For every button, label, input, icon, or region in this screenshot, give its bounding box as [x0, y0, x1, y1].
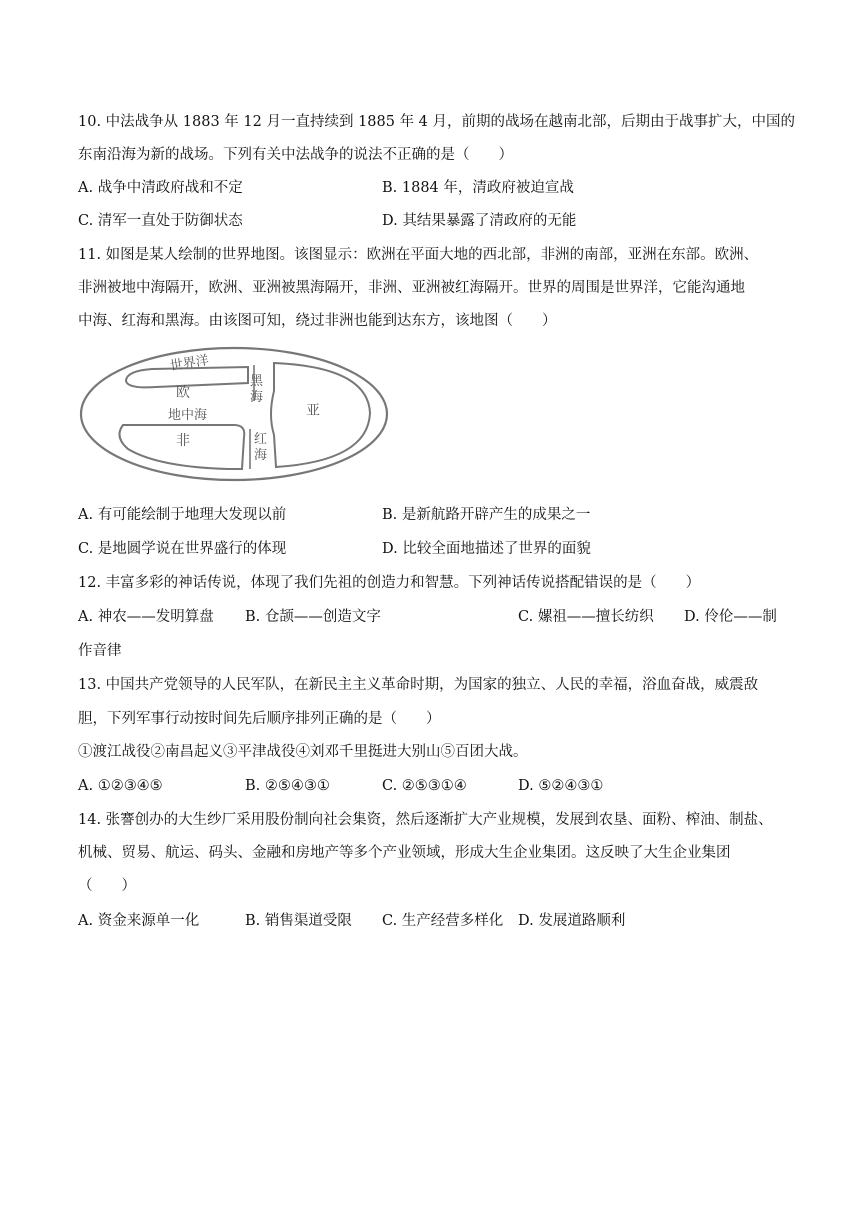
q11-stem-line2: 非洲被地中海隔开，欧洲、亚洲被黑海隔开，非洲、亚洲被红海隔开。世界的周围是世界洋，它能沟通地: [78, 280, 745, 296]
q13-option-d: D. ⑤②④③①: [518, 778, 604, 794]
q12-option-d: D. 伶伦——制: [684, 609, 777, 625]
q11-option-a: A. 有可能绘制于地理大发现以前: [78, 507, 287, 523]
q13-option-a: A. ①②③④⑤: [78, 778, 163, 794]
label-africa: 非: [176, 433, 190, 449]
q13-option-c: C. ②⑤③①④: [382, 778, 467, 794]
q11-option-d: D. 比较全面地描述了世界的面貌: [382, 541, 591, 557]
q11-option-b: B. 是新航路开辟产生的成果之一: [382, 507, 591, 523]
asia-outline: [271, 363, 370, 467]
q12-option-c: C. 嫘祖——擅长纺织: [518, 609, 654, 625]
q13-items: ①渡江战役②南昌起义③平津战役④刘邓千里挺进大别山⑤百团大战。: [78, 744, 528, 760]
q14-stem-line1: 14. 张謇创办的大生纱厂采用股份制向社会集资，然后逐渐扩大产业规模，发展到农垦、面粉、榨油、制盐、: [78, 812, 773, 828]
label-black-sea-1: 黑: [250, 374, 264, 389]
label-asia: 亚: [306, 403, 320, 419]
label-europe: 欧: [176, 385, 190, 401]
label-world-ocean: 世界洋: [169, 353, 210, 375]
label-black-sea-2: 海: [250, 390, 264, 405]
q14-option-d: D. 发展道路顺利: [518, 913, 626, 929]
world-map-figure: [78, 345, 390, 483]
q14-option-a: A. 资金来源单一化: [78, 913, 200, 929]
q14-option-b: B. 销售渠道受限: [245, 913, 352, 929]
q14-option-c: C. 生产经营多样化: [382, 913, 504, 929]
label-mediterranean: 地中海: [168, 408, 208, 423]
q14-stem-line3: （ ）: [78, 878, 136, 894]
q10-option-d: D. 其结果暴露了清政府的无能: [382, 213, 577, 229]
q10-option-b: B. 1884 年，清政府被迫宣战: [382, 180, 574, 196]
q13-stem-line2: 胆，下列军事行动按时间先后顺序排列正确的是（ ）: [78, 711, 441, 727]
q12-stem-line1: 12. 丰富多彩的神话传说，体现了我们先祖的创造力和智慧。下列神话传说搭配错误的是（ ）: [78, 575, 701, 591]
q12-option-d-continued: 作音律: [78, 643, 122, 659]
q10-stem-line1: 10. 中法战争从 1883 年 12 月一直持续到 1885 年 4 月，前期的战场在越南北部，后期由于战事扩大，中国的: [78, 114, 796, 130]
q10-stem-line2: 东南沿海为新的战场。下列有关中法战争的说法不正确的是（ ）: [78, 147, 513, 163]
label-red-sea-1: 红: [254, 432, 268, 447]
q13-option-b: B. ②⑤④③①: [245, 778, 330, 794]
q12-option-a: A. 神农——发明算盘: [78, 609, 214, 625]
q10-option-a: A. 战争中清政府战和不定: [78, 180, 243, 196]
q11-stem-line1: 11. 如图是某人绘制的世界地图。该图显示：欧洲在平面大地的西北部，非洲的南部，亚洲在东部。欧洲、: [78, 247, 759, 263]
q12-option-b: B. 仓颉——创造文字: [245, 609, 381, 625]
q14-stem-line2: 机械、贸易、航运、码头、金融和房地产等多个产业领域，形成大生企业集团。这反映了大生企业集团: [78, 845, 731, 861]
label-red-sea-2: 海: [254, 448, 268, 463]
q10-option-c: C. 清军一直处于防御状态: [78, 213, 243, 229]
q13-stem-line1: 13. 中国共产党领导的人民军队，在新民主主义革命时期，为国家的独立、人民的幸福，浴血奋战，威震敌: [78, 677, 759, 693]
q11-stem-line3: 中海、红海和黑海。由该图可知，绕过非洲也能到达东方，该地图（ ）: [78, 313, 557, 329]
q11-option-c: C. 是地圆学说在世界盛行的体现: [78, 541, 287, 557]
